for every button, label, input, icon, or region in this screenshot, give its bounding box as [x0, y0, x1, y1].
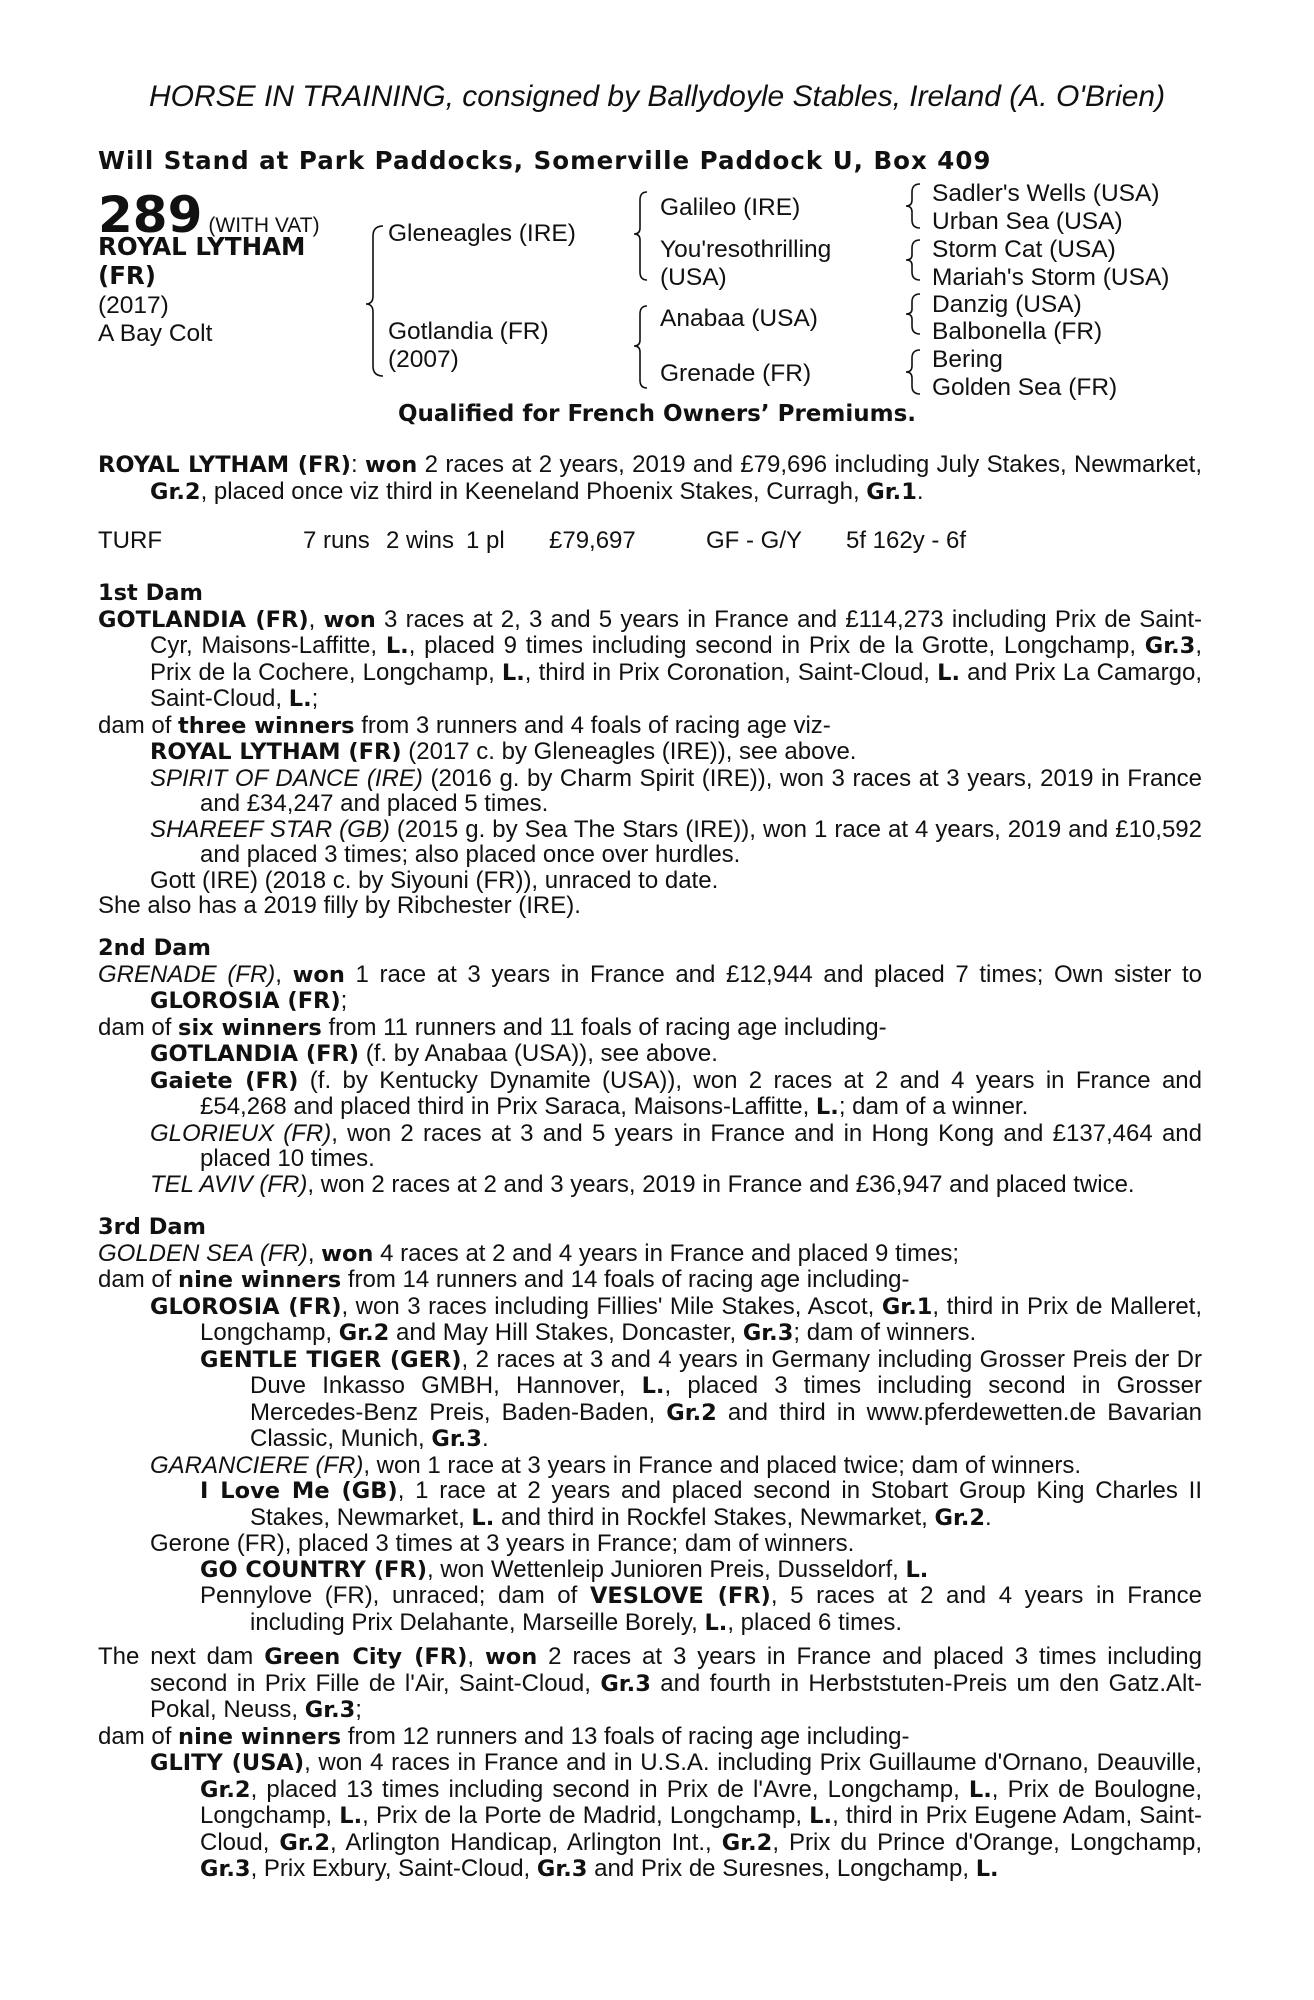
third-dam-section: 3rd Dam GOLDEN SEA (FR), won 4 races at 2 and 4 years in France and placed 9 times; dam of nine winners from 14 runners and 14 foals of racing age including- GLOROSIA (FR), won 3 races including Fillies' Mile Stakes, Ascot, Gr.1, third in Prix de Malleret, Longchamp, Gr.2 and May Hill Stakes, Doncaster, Gr.3; dam of winners. GENTLE TIGER (GER), 2 races at 3 and 4 years in Germany including Grosser Preis der Dr Duve Inkasso GMBH, Hannover, L., placed 3 times including second in Grosser Mercedes-Benz Preis, Baden-Baden, Gr.2 and third in www.pferdewetten.de Bavarian Classic, Munich, Gr.3. GARANCIERE (FR), won 1 race at 3 years in France and placed twice; dam of winners. I Love Me (GB), 1 race at 2 years and placed second in Stobart Group King Charles II Stakes, Newmarket, L. and third in Rockfel Stakes, Newmarket, Gr.2. Gerone (FR), placed 3 times at 3 years in France; dam of winners. GO COUNTRY (FR), won Wettenleip Junioren Preis, Dusseldorf, L. Pennylove (FR), unraced; dam of VESLOVE (FR), 5 races at 2 and 4 years in France including Prix Delahante, Marseille Borely, L., placed 6 times. — [98, 1214, 1203, 1636]
bracket-g2 — [906, 240, 920, 280]
gg-sire-3: Danzig (USA) — [932, 291, 1082, 318]
dam-sire: Anabaa (USA) — [660, 305, 818, 332]
won-label: won — [365, 452, 418, 478]
bracket-sire — [634, 192, 647, 280]
turf-label: TURF — [98, 527, 162, 554]
foaling-year: (2017) — [98, 292, 169, 319]
sire-sire: Galileo (IRE) — [660, 194, 801, 221]
horse-name-line2: (FR) — [98, 261, 156, 290]
bracket-g3 — [906, 294, 920, 334]
sire-dam-line2: (USA) — [660, 264, 727, 291]
gg-sire-4: Bering — [932, 346, 1003, 373]
turf-distance: 5f 162y - 6f — [846, 527, 967, 554]
sire-dam-line1: You'resothrilling — [660, 236, 832, 263]
stand-location: Will Stand at Park Paddocks, Somerville Paddock U, Box 409 — [98, 146, 992, 175]
gg-dam-3: Balbonella (FR) — [932, 318, 1103, 345]
bracket-g4 — [906, 350, 920, 394]
first-dam-heading: 1st Dam — [98, 580, 203, 606]
turf-wins: 2 wins — [386, 527, 455, 554]
gg-sire-1: Sadler's Wells (USA) — [932, 180, 1160, 207]
gg-dam-1: Urban Sea (USA) — [932, 208, 1123, 235]
turf-runs: 7 runs — [303, 527, 370, 554]
sire: Gleneagles (IRE) — [388, 220, 576, 247]
next-dam-section: The next dam Green City (FR), won 2 races at 3 years in France and placed 3 times including second in Prix Fille de l'Air, Saint-Cloud, Gr.3 and fourth in Herbststuten-Preis um den Gatz.Alt-Pokal, Neuss, Gr.3; dam of nine winners from 12 runners and 13 foals of racing age including- GLITY (USA), won 4 races in France and in U.S.A. including Prix Guillaume d'Ornano, Deauville, Gr.2, placed 13 times including second in Prix de l'Avre, Longchamp, L., Prix de Boulogne, Longchamp, L., Prix de la Porte de Madrid, Longchamp, L., third in Prix Eugene Adam, Saint-Cloud, Gr.2, Arlington Handicap, Arlington Int., Gr.2, Prix du Prince d'Orange, Longchamp, Gr.3, Prix Exbury, Saint-Cloud, Gr.3 and Prix de Suresnes, Longchamp, L. — [98, 1643, 1203, 1882]
turf-placed: 1 pl — [466, 527, 505, 554]
dam-dam: Grenade (FR) — [660, 360, 812, 387]
premiums-note: Qualified for French Owners’ Premiums. — [397, 401, 917, 427]
page-header: HORSE IN TRAINING, consigned by Ballydoyle Stables, Ireland (A. O'Brien) — [148, 80, 1166, 113]
bracket-dam — [634, 306, 647, 388]
second-dam-heading: 2nd Dam — [98, 935, 211, 961]
horse-description: A Bay Colt — [98, 320, 213, 347]
gg-dam-4: Golden Sea (FR) — [932, 374, 1118, 401]
third-dam-heading: 3rd Dam — [98, 1214, 206, 1240]
vat-note: (WITH VAT) — [208, 214, 320, 237]
summary-horse-name: ROYAL LYTHAM (FR) — [98, 452, 351, 478]
second-dam-section: 2nd Dam GRENADE (FR), won 1 race at 3 years in France and £12,944 and placed 7 times; Own sister to GLOROSIA (FR); dam of six winners from 11 runners and 11 foals of racing age including- GOTLANDIA (FR) (f. by Anabaa (USA)), see above. Gaiete (FR) (f. by Kentucky Dynamite (USA)), won 2 races at 2 and 4 years in France and £54,268 and placed third in Prix Saraca, Maisons-Laffitte, L.; dam of a winner. GLORIEUX (FR), won 2 races at 3 and 5 years in France and in Hong Kong and £137,464 and placed 10 times. TEL AVIV (FR), won 2 races at 2 and 3 years, 2019 in France and £36,947 and placed twice. — [98, 935, 1202, 1198]
race-summary: ROYAL LYTHAM (FR): won 2 races at 2 years, 2019 and £79,696 including July Stakes, Newmarket, Gr.2, placed once viz third in Keeneland Phoenix Stakes, Curragh, Gr.1. — [98, 451, 1203, 505]
dam: Gotlandia (FR) — [388, 318, 549, 345]
gg-dam-2: Mariah's Storm (USA) — [932, 264, 1170, 291]
lot-number: 289 — [98, 186, 203, 244]
horse-name-line1: ROYAL LYTHAM — [98, 232, 306, 261]
dam-year: (2007) — [388, 346, 459, 373]
first-dam-section: 1st Dam GOTLANDIA (FR), won 3 races at 2, 3 and 5 years in France and £114,273 including Prix de Saint-Cyr, Maisons-Laffitte, L., placed 9 times including second in Prix de la Grotte, Longchamp, Gr.3, Prix de la Cochere, Longchamp, L., third in Prix Coronation, Saint-Cloud, L. and Prix La Camargo, Saint-Cloud, L.; dam of three winners from 3 runners and 4 foals of racing age viz- ROYAL LYTHAM (FR) (2017 c. by Gleneagles (IRE)), see above. SPIRIT OF DANCE (IRE) (2016 g. by Charm Spirit (IRE)), won 3 races at 3 years, 2019 in France and £34,247 and placed 5 times. SHAREEF STAR (GB) (2015 g. by Sea The Stars (IRE)), won 1 race at 4 years, 2019 and £10,592 and placed 3 times; also placed once over hurdles. Gott (IRE) (2018 c. by Siyouni (FR)), unraced to date. She also has a 2019 filly by Ribchester (IRE). — [98, 580, 1203, 919]
bracket-g1 — [906, 184, 920, 228]
gg-sire-2: Storm Cat (USA) — [932, 236, 1116, 263]
turf-going: GF - G/Y — [706, 527, 802, 554]
turf-earnings: £79,697 — [549, 527, 636, 554]
bracket-main — [366, 226, 383, 376]
